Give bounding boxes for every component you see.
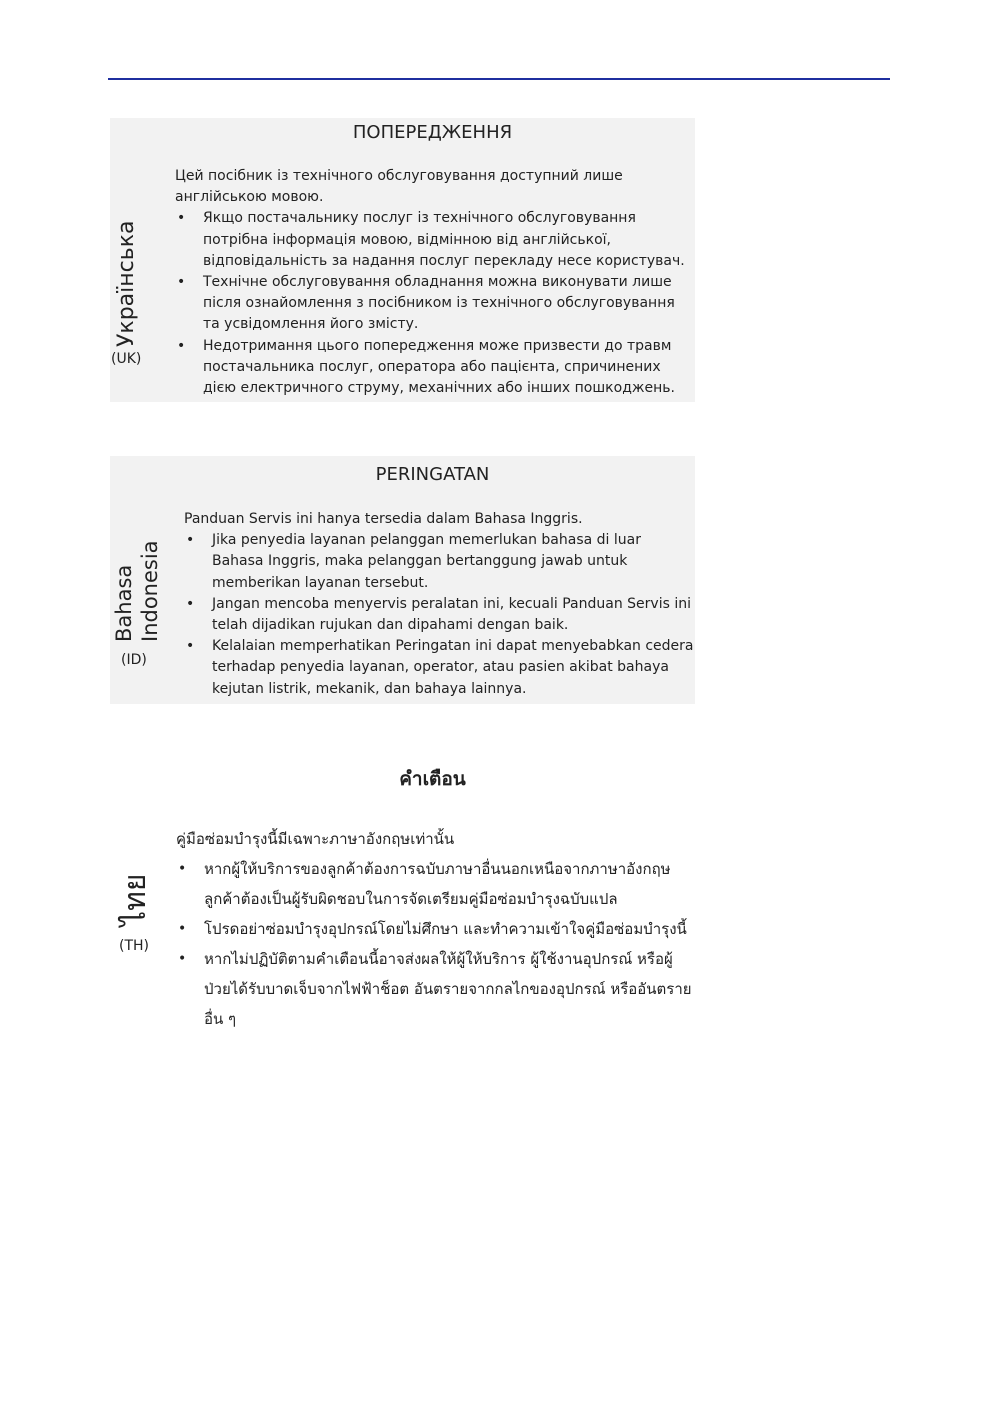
warning-list	[176, 854, 696, 1034]
warning-title: PERINGATAN	[375, 464, 490, 485]
warning-section-id	[110, 456, 695, 704]
list-item: • Jika penyedia layanan pelanggan memerlukan bahasa di luar Bahasa Inggris, maka pelanggan bertanggung jawab untuk memberikan layanan tersebut.	[184, 530, 694, 594]
warning-title: คำเตือน	[399, 768, 466, 790]
list-item: • หากผู้ให้บริการของลูกค้าต้องการฉบับภาษาอื่นนอกเหนือจากภาษาอังกฤษ ลูกค้าต้องเป็นผู้รับผิดชอบในการจัดเตรียมคู่มือซ่อมบำรุงฉบับแปล	[176, 854, 696, 914]
language-name-line2: Indonesia	[138, 540, 162, 642]
language-label-id	[110, 456, 172, 704]
header-rule	[108, 78, 890, 80]
warning-section-th	[110, 758, 695, 1048]
language-code: (TH)	[119, 938, 150, 954]
list-item: • Недотримання цього попередження може призвести до травм постачальника послуг, оператора або пацієнта, спричинених дією електричного струму, механічних або інших пошкоджень.	[175, 336, 695, 400]
warning-body	[176, 824, 696, 1034]
language-name: ไทย	[118, 873, 153, 926]
list-item: • หากไม่ปฏิบัติตามคำเตือนนี้อาจส่งผลให้ผู้ให้บริการ ผู้ใช้งานอุปกรณ์ หรือผู้ป่วยได้รับบาดเจ็บจากไฟฟ้าช็อต อันตรายจากกลไกของอุปกรณ์ หรืออันตรายอื่น ๆ	[176, 944, 696, 1034]
list-item: • Kelalaian memperhatikan Peringatan ini dapat menyebabkan cedera terhadap penyedia layanan, operator, atau pasien akibat bahaya kejutan listrik, mekanik, dan bahaya lainnya.	[184, 636, 694, 700]
warning-body	[184, 509, 694, 700]
language-label-uk	[110, 118, 172, 402]
warning-list	[184, 530, 694, 700]
warning-section-uk	[110, 118, 695, 402]
language-code: (ID)	[121, 652, 147, 668]
warning-intro: คู่มือซ่อมบำรุงนี้มีเฉพาะภาษาอังกฤษเท่านั้น	[176, 830, 455, 848]
list-item: • Технічне обслуговування обладнання можна виконувати лише після ознайомлення з посібником із технічного обслуговування та усвідомлення його змісту.	[175, 272, 695, 336]
list-item: • Jangan mencoba menyervis peralatan ini, kecuali Panduan Servis ini telah dijadikan rujukan dan dipahami dengan baik.	[184, 594, 694, 636]
list-item: • Якщо постачальнику послуг із технічного обслуговування потрібна інформація мовою, відмінною від англійської, відповідальність за надання послуг перекладу несе користувач.	[175, 208, 695, 272]
warning-title: ПОПЕРЕДЖЕННЯ	[352, 122, 513, 143]
warning-body	[175, 166, 695, 399]
language-name: Українська	[114, 220, 139, 347]
list-item: • โปรดอย่าซ่อมบำรุงอุปกรณ์โดยไม่ศึกษา และทำความเข้าใจคู่มือซ่อมบำรุงนี้	[176, 914, 696, 944]
warning-list	[175, 208, 695, 399]
language-label-th	[110, 758, 172, 1048]
language-name-line1: Bahasa	[112, 564, 136, 642]
warning-intro: Цей посібник із технічного обслуговування доступний лише англійською мовою.	[175, 168, 623, 206]
warning-intro: Panduan Servis ini hanya tersedia dalam Bahasa Inggris.	[184, 511, 583, 527]
language-code: (UK)	[111, 351, 142, 367]
